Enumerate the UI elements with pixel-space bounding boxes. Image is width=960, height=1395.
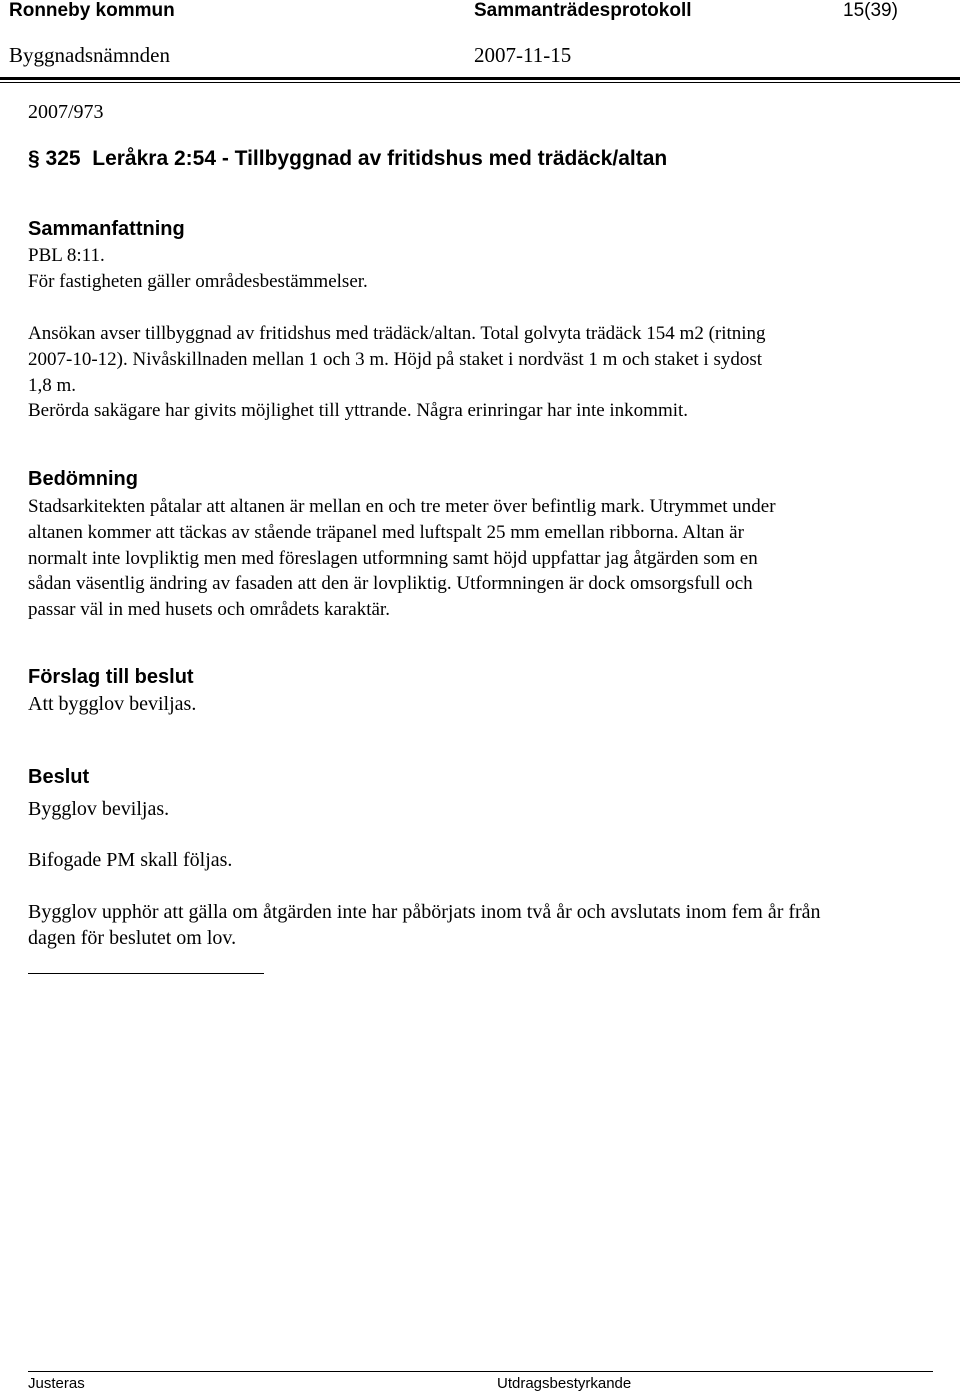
summary-para1-line2: 2007-10-12). Nivåskillnaden mellan 1 och 3 m. Höjd på staket i nordväst 1 m och staket i sydost	[28, 349, 763, 370]
assessment-line4: sådan väsentlig ändring av fasaden att den är lovpliktig. Utformningen är dock omsorgsfull och	[28, 573, 753, 594]
decision-text-validity-line2: dagen för beslutet om lov.	[28, 927, 237, 949]
case-title	[28, 147, 667, 171]
footer-justeras: Justeras	[28, 1375, 85, 1392]
end-rule	[28, 973, 264, 974]
proposal-heading: Förslag till beslut	[28, 666, 194, 688]
assessment-heading: Bedömning	[28, 468, 138, 490]
assessment-line5: passar väl in med husets och områdets karaktär.	[28, 599, 390, 620]
assessment-line3: normalt inte lovpliktig men med föreslagen utformning samt höjd uppfattar jag åtgärden som en	[28, 548, 758, 569]
footer-utdragsbestyrkande: Utdragsbestyrkande	[497, 1375, 632, 1392]
header-divider-thin	[0, 82, 960, 83]
header-divider-thick	[0, 77, 960, 80]
case-title-text: 325 Leråkra 2:54 - Tillbyggnad av fritidshus med trädäck/altan	[45, 147, 668, 170]
summary-para1-line3: 1,8 m.	[28, 375, 77, 396]
header-doc-type: Sammanträdesprotokoll	[474, 0, 692, 21]
footer-divider	[28, 1371, 933, 1372]
header-page-number: 15(39)	[843, 0, 898, 21]
case-number: 2007/973	[28, 101, 104, 123]
summary-para2: Berörda sakägare har givits möjlighet till yttrande. Några erinringar har inte inkommit.	[28, 400, 689, 421]
header-board: Byggnadsnämnden	[9, 43, 170, 67]
decision-text-pm: Bifogade PM skall följas.	[28, 849, 233, 871]
section-symbol: §	[28, 147, 40, 170]
summary-line-omrade: För fastigheten gäller områdesbestämmelser.	[28, 271, 368, 292]
decision-text-granted: Bygglov beviljas.	[28, 798, 170, 820]
header-date: 2007-11-15	[474, 43, 572, 67]
header-org: Ronneby kommun	[9, 0, 175, 21]
decision-heading: Beslut	[28, 766, 90, 788]
assessment-line2: altanen kommer att täckas av stående träpanel med luftspalt 25 mm emellan ribborna. Altan är	[28, 522, 744, 543]
proposal-text: Att bygglov beviljas.	[28, 693, 197, 715]
assessment-line1: Stadsarkitekten påtalar att altanen är mellan en och tre meter över befintlig mark. Utrymmet under	[28, 496, 776, 517]
summary-para1-line1: Ansökan avser tillbyggnad av fritidshus med trädäck/altan. Total golvyta trädäck 154 m2 (ritning	[28, 323, 766, 344]
decision-text-validity-line1: Bygglov upphör att gälla om åtgärden inte har påbörjats inom två år och avslutats inom fem år från	[28, 901, 821, 923]
summary-heading: Sammanfattning	[28, 218, 185, 240]
summary-line-pbl: PBL 8:11.	[28, 245, 105, 266]
